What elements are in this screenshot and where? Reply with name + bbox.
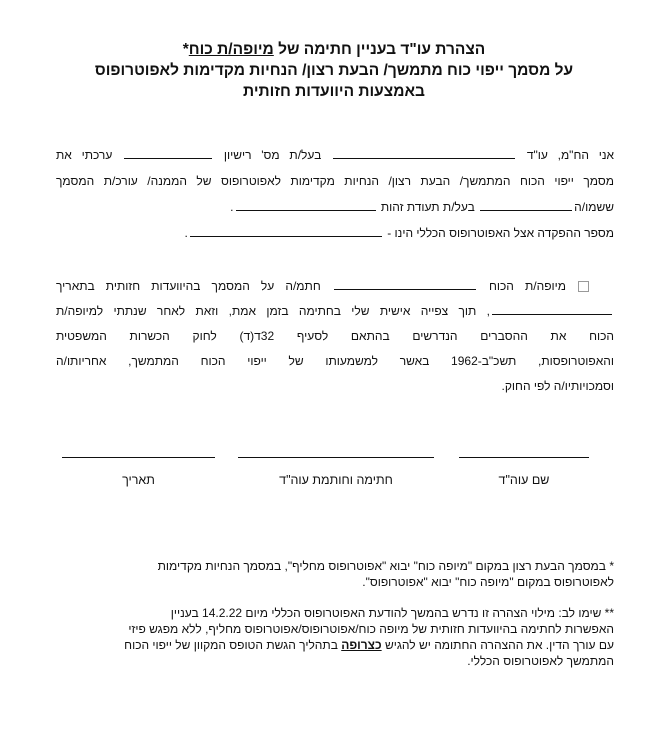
deposit-number-field[interactable]	[190, 226, 382, 237]
footnote-text: עם עורך הדין. את ההצהרה החתומה יש להגיש	[384, 638, 614, 652]
attorney-line-5: וסמכויותיו/ה לפי החוק.	[501, 379, 614, 393]
date-signature-line[interactable]	[62, 457, 215, 458]
attorney-text: מיופה/ת הכוח	[488, 279, 567, 293]
id-number-field[interactable]	[236, 200, 376, 211]
footnote-text: בתהליך הגשת הטופס המקוון של ייפוי הכוח	[124, 638, 338, 652]
signing-date-field[interactable]	[492, 304, 612, 315]
declaration-text: אני הח"מ, עו"ד	[526, 148, 615, 162]
footnote-2-line-4: המתמשך לאפוטרופוס הכללי.	[467, 654, 614, 668]
footnote-1-line-2: לאפוטרופוס במקום "מיופה כוח" יבוא "אפוטרופוס".	[362, 575, 614, 589]
footnote-1-line-1: * במסמך הבעת רצון במקום "מיופה כוח" יבוא "אפוטרופוס מחליף", במסמך הנחיות מקדימות	[157, 559, 614, 573]
attorney-name-signature-line[interactable]	[459, 457, 589, 458]
declaration-line-4	[56, 225, 614, 241]
period: .	[184, 226, 188, 240]
document-title-line-3: באמצעות היוועדות חזותית	[243, 83, 425, 100]
declaration-line-1	[56, 147, 614, 163]
title-underlined: מיופה/ת כוח	[188, 41, 274, 58]
signature-stamp-label: חתימה וחותמת עוה"ד	[279, 473, 393, 487]
declaration-text: בעל/ת מס' רישיון	[223, 148, 322, 162]
attorney-line-3: הכוח את ההסברים הנדרשים בהתאם לסעיף 32ד(ד) לחוק הכשרות המשפטית	[56, 329, 615, 343]
attorney-name-field[interactable]	[333, 148, 515, 159]
declaration-line-2: מסמך ייפוי הכוח המתמשך/ הבעת רצון/ הנחיות מקדימות לאפוטרופוס של הממנה/ עורכ/ת המסמך	[56, 174, 614, 188]
license-number-field[interactable]	[124, 148, 212, 159]
attorney-in-fact-name-field[interactable]	[334, 279, 476, 290]
declaration-text: ערכתי את	[56, 148, 113, 162]
title-asterisk: *	[182, 41, 189, 58]
attorney-line-1	[56, 278, 566, 294]
attorney-signature-line[interactable]	[238, 457, 434, 458]
footnote-2-line-1: ** שימו לב: מילוי הצהרה זו נדרש בהמשך להודעת האפוטרופוס הכללי מיום 14.2.22 בעניין	[170, 606, 614, 620]
document-title-line-1	[40, 40, 628, 60]
attorney-text: , תוך צפייה אישית שלי בחתימה בזמן אמת, וזאת לאחר שנתתי למיופה/ת	[56, 304, 490, 318]
document-title-line-2: על מסמך ייפוי כוח מתמשך/ הבעת רצון/ הנחיות מקדימות לאפוטרופוס	[94, 62, 574, 79]
principal-name-field[interactable]	[480, 200, 572, 211]
footnote-2-line-2: האפשרות לחתימה בהיוועדות חזותית של מיופה כוח/אפוטרופוס/אפוטרופוס מחליף, ללא מפגש פיזי	[128, 622, 614, 636]
declaration-text: מספר ההפקדה אצל האפוטרופוס הכללי הינו -	[387, 226, 614, 240]
declaration-text: בעל/ת תעודת זהות	[380, 200, 475, 214]
declaration-line-3	[56, 199, 614, 215]
attorney-line-2	[56, 303, 614, 319]
attachment-emphasis: כצרופה	[341, 638, 382, 652]
attorney-line-4: והאפוטרופסות, תשכ"ב-1962 באשר למשמעותו של ייפוי הכוח המתמשך, אחריותו/ה	[56, 354, 614, 368]
declaration-text: ששמו/ה	[574, 200, 614, 214]
period: .	[230, 200, 234, 214]
title-prefix: הצהרת עו"ד בעניין חתימה של	[273, 41, 486, 58]
attorney-text: חתמ/ה על המסמך בהיוועדות חזותית בתאריך	[56, 279, 321, 293]
attorney-name-label: שם עוה"ד	[498, 473, 550, 487]
date-label: תאריך	[122, 473, 155, 487]
footnote-2-line-3	[56, 637, 614, 653]
attorney-checkbox[interactable]	[578, 281, 589, 292]
